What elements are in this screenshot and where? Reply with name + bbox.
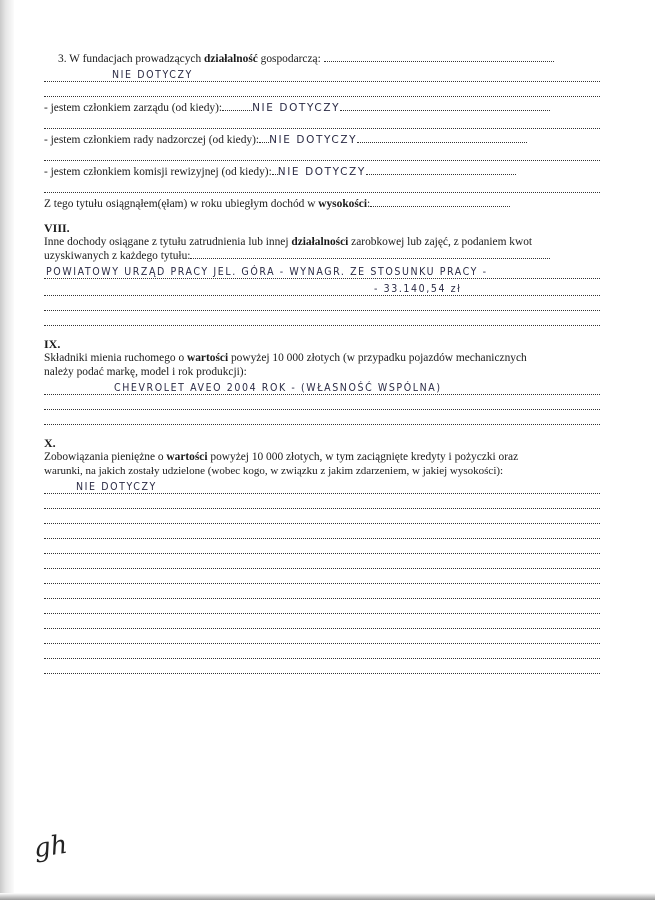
item3-answer-line xyxy=(44,66,600,82)
supervisory-answer: NIE DOTYCZY xyxy=(269,134,358,146)
audit-answer: NIE DOTYCZY xyxy=(277,166,366,178)
section-x-text-2: warunki, na jakich zostały udzielone (wobec kogo, w związku z jakim zdarzeniem, w jakiej wysokości): xyxy=(44,465,504,477)
blank-line xyxy=(44,600,600,614)
blank-line xyxy=(44,495,600,509)
section-ix-text: Składniki mienia ruchomego o wartości powyżej 10 000 złotych (w przypadku pojazdów mechanicznych xyxy=(44,352,527,364)
audit-member-row: - jestem członkiem komisji rewizyjnej (od kiedy): NIE DOTYCZY xyxy=(44,165,600,179)
section-x-answer: NIE DOTYCZY xyxy=(76,481,157,493)
section-ix-answer-line xyxy=(44,379,600,395)
blank-line xyxy=(44,615,600,629)
section-viii-text: Inne dochody osiągane z tytułu zatrudnienia lub innej działalności zarobkowej lub zajęć, z podaniem kwot xyxy=(44,236,533,248)
section-viii-answer-1: POWIATOWY URZĄD PRACY JEL. GÓRA - WYNAGR. ZE STOSUNKU PRACY - xyxy=(46,266,488,278)
scan-edge-bottom xyxy=(0,893,655,900)
declaration-page xyxy=(44,52,600,675)
section-x-answer-line xyxy=(44,478,600,494)
blank-line xyxy=(44,585,600,599)
blank-line xyxy=(44,297,600,311)
blank-line xyxy=(44,540,600,554)
blank-line xyxy=(44,510,600,524)
blank-line xyxy=(44,312,600,326)
blank-line xyxy=(44,645,600,659)
supervisory-member-row: - jestem członkiem rady nadzorczej (od kiedy): NIE DOTYCZY xyxy=(44,133,600,147)
board-member-row: - jestem członkiem zarządu (od kiedy): NIE DOTYCZY xyxy=(44,101,600,115)
section-viii-answer-2: - 33.140,54 zł xyxy=(374,283,462,295)
income-row: Z tego tytułu osiągnąłem(ęłam) w roku ubiegłym dochód w wysokości: xyxy=(44,197,600,211)
section-viii-heading: VIII. xyxy=(44,221,70,235)
item3-answer: NIE DOTYCZY xyxy=(112,69,193,81)
item3-label: 3. W fundacjach prowadzących działalność gospodarczą: xyxy=(58,52,600,66)
blank-line xyxy=(44,147,600,161)
blank-line xyxy=(44,411,600,425)
board-answer: NIE DOTYCZY xyxy=(252,102,341,114)
section-x-text: Zobowiązania pieniężne o wartości powyżej 10 000 złotych, w tym zaciągnięte kredyty i pożyczki oraz xyxy=(44,451,519,463)
blank-line xyxy=(44,83,600,97)
handwritten-initials: gh xyxy=(32,829,70,865)
scan-edge xyxy=(0,0,14,900)
blank-line xyxy=(44,179,600,193)
section-viii-answer-line xyxy=(44,263,600,279)
section-viii-text-2: uzyskiwanych z każdego tytułu: xyxy=(44,249,600,263)
blank-line xyxy=(44,630,600,644)
blank-line xyxy=(44,525,600,539)
blank-line xyxy=(44,115,600,129)
blank-line xyxy=(44,570,600,584)
blank-line xyxy=(44,396,600,410)
blank-line xyxy=(44,555,600,569)
blank-line xyxy=(44,660,600,674)
section-ix-heading: IX. xyxy=(44,337,61,351)
section-x-heading: X. xyxy=(44,436,56,450)
section-ix-answer: CHEVROLET AVEO 2004 ROK - (WŁASNOŚĆ WSPÓLNA) xyxy=(114,382,442,394)
section-ix-text-2: należy podać markę, model i rok produkcji): xyxy=(44,366,247,378)
section-viii-answer-line-2 xyxy=(44,280,600,296)
